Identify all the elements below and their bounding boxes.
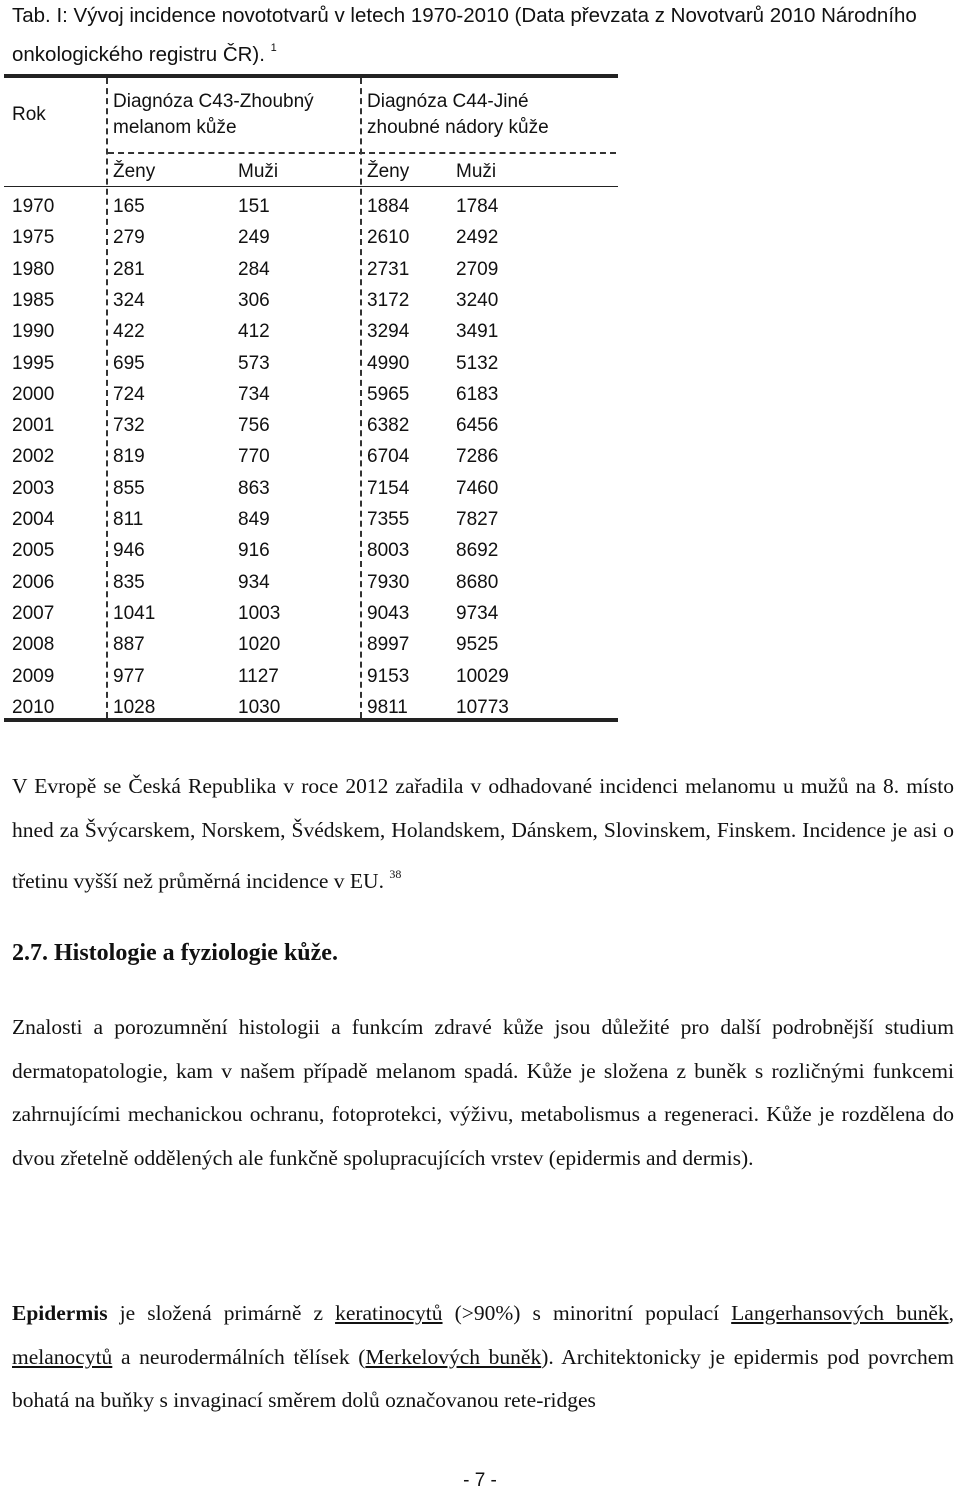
cell-c43-men: 863 <box>238 477 270 499</box>
citation-ref: 38 <box>389 867 402 881</box>
paragraph-incidence-europe-text: V Evropě se Česká Republika v roce 2012 zařadila v odhadované incidenci melanomu u mužů na 8. místo hned za Švýcarskem, Norskem, Švédskem, Holandskem, Dánskem, Slovinskem, Finskem. Incidence je asi o třetinu vyšší než průměrná incidence v EU. <box>12 774 954 893</box>
cell-year: 1980 <box>12 258 55 280</box>
cell-c44-men: 7460 <box>456 477 499 499</box>
header-c44-line1: Diagnóza C44-Jiné <box>367 91 529 112</box>
cell-c43-men: 151 <box>238 196 270 217</box>
cell-c43-women: 811 <box>113 509 144 530</box>
cell-year: 1975 <box>12 227 55 249</box>
cell-c44-men: 10773 <box>456 696 509 718</box>
cell-year: 2009 <box>12 665 55 687</box>
cell-c43-women: 281 <box>113 258 145 280</box>
cell-c43-women: 695 <box>113 352 145 374</box>
cell-c44-women: 4990 <box>367 352 410 374</box>
cell-year: 2003 <box>12 477 55 499</box>
cell-c43-women: 724 <box>113 383 145 405</box>
sub-header-women-c44: Ženy <box>367 161 410 182</box>
paragraph-incidence-europe <box>12 764 954 903</box>
cell-c44-men: 9525 <box>456 634 499 656</box>
cell-year: 2005 <box>12 540 55 562</box>
header-c43-line2: melanom kůže <box>113 117 237 138</box>
cell-c44-men: 10029 <box>456 665 509 687</box>
cell-c43-men: 284 <box>238 258 270 280</box>
cell-c44-men: 3240 <box>456 289 499 311</box>
cell-c44-women: 6704 <box>367 446 410 468</box>
cell-c43-men: 249 <box>238 227 270 249</box>
cell-c44-women: 9043 <box>367 602 410 624</box>
incidence-table <box>0 0 960 740</box>
cell-c43-men: 412 <box>238 321 270 343</box>
sub-header-men-c44: Muži <box>456 161 497 182</box>
cell-c44-men: 8692 <box>456 540 499 562</box>
cell-c43-women: 732 <box>113 415 145 437</box>
cell-c44-women: 1884 <box>367 196 410 217</box>
cell-c44-women: 6382 <box>367 415 410 437</box>
cell-c43-men: 306 <box>238 289 270 311</box>
header-year: Rok <box>12 104 46 125</box>
text-segment: ). Architektonicky je epidermis pod povrchem bohatá na buňky s invaginací směrem dolů označovanou rete-ridges <box>12 1344 954 1412</box>
text-segment: (>90%) s minoritní populací <box>442 1301 732 1325</box>
cell-c44-women: 2731 <box>367 258 410 280</box>
link-langerhans-cells[interactable]: Langerhansových buněk <box>731 1301 949 1325</box>
cell-c43-men: 734 <box>238 383 270 405</box>
cell-c44-men: 6456 <box>456 415 499 437</box>
cell-c44-women: 7154 <box>367 477 410 499</box>
table-bottom-rule <box>4 718 618 722</box>
cell-c43-women: 819 <box>113 446 145 468</box>
cell-year: 2002 <box>12 446 55 468</box>
cell-c43-women: 835 <box>113 571 145 593</box>
cell-year: 2000 <box>12 383 55 405</box>
cell-c44-men: 7827 <box>456 509 499 530</box>
cell-c43-men: 849 <box>238 509 270 530</box>
cell-year: 2010 <box>12 696 55 718</box>
cell-c43-women: 1028 <box>113 696 156 718</box>
header-c43-line1: Diagnóza C43-Zhoubný <box>113 91 314 112</box>
paragraph-epidermis <box>12 1292 954 1423</box>
paragraph-histology: Znalosti a porozumnění histologii a funkcím zdravé kůže jsou důležité pro další podrobnější studium dermatopatologie, kam v našem případě melanom spadá. Kůže je složena z buněk s rozličnými funkcemi zahrnujícími mechanickou ochranu, fotoprotekci, výživu, metabolismus a regeneraci. Kůže je rozdělena do dvou zřetelně oddělených ale funkčně spolupracujících vrstev (epidermis and dermis). <box>12 1015 954 1170</box>
header-dashed-rule <box>108 152 616 154</box>
cell-c43-women: 887 <box>113 634 145 656</box>
col-separator-2 <box>360 78 362 718</box>
cell-year: 1970 <box>12 196 55 217</box>
cell-c44-men: 8680 <box>456 571 499 593</box>
cell-c43-women: 946 <box>113 540 145 562</box>
col-separator-1 <box>106 78 108 718</box>
cell-c43-men: 1127 <box>238 665 279 687</box>
cell-c44-men: 2492 <box>456 227 499 249</box>
cell-c43-men: 1003 <box>238 602 281 624</box>
cell-c43-men: 1030 <box>238 696 281 718</box>
section-heading: 2.7. Histologie a fyziologie kůže. <box>12 940 338 966</box>
text-segment: a neurodermálních tělísek ( <box>112 1344 366 1369</box>
cell-c44-women: 7930 <box>367 571 410 593</box>
term-epidermis: Epidermis <box>12 1301 108 1325</box>
cell-c43-women: 977 <box>113 665 145 687</box>
cell-c44-women: 7355 <box>367 509 410 530</box>
link-keratinocytes[interactable]: keratinocytů <box>335 1301 443 1325</box>
cell-year: 2007 <box>12 602 55 624</box>
cell-year: 2006 <box>12 571 55 593</box>
cell-c43-men: 756 <box>238 415 270 437</box>
cell-c44-men: 5132 <box>456 352 499 374</box>
header-c44-line2: zhoubné nádory kůže <box>367 117 549 138</box>
table-top-rule <box>4 74 618 78</box>
cell-c43-women: 1041 <box>113 602 156 624</box>
cell-c44-men: 6183 <box>456 383 499 405</box>
cell-c44-men: 3491 <box>456 321 499 343</box>
link-melanocytes[interactable]: melanocytů <box>12 1344 113 1369</box>
cell-c44-women: 9153 <box>367 665 410 687</box>
cell-c44-women: 9811 <box>367 696 408 718</box>
cell-c44-women: 2610 <box>367 227 410 249</box>
cell-c44-women: 8003 <box>367 540 410 562</box>
cell-year: 1995 <box>12 352 55 374</box>
cell-c44-men: 2709 <box>456 258 499 280</box>
cell-c43-women: 855 <box>113 477 145 499</box>
footnote-ref: 1 <box>270 42 277 54</box>
cell-c44-women: 5965 <box>367 383 410 405</box>
cell-c44-men: 9734 <box>456 602 499 624</box>
cell-c43-men: 1020 <box>238 634 281 656</box>
cell-c43-men: 916 <box>238 540 270 562</box>
sub-header-men-c43: Muži <box>238 161 279 182</box>
text-segment: , <box>948 1301 954 1325</box>
cell-c43-men: 934 <box>238 571 270 593</box>
sub-header-women-c43: Ženy <box>113 161 156 182</box>
cell-year: 1990 <box>12 321 55 343</box>
cell-c43-women: 422 <box>113 321 145 343</box>
header-bottom-rule <box>4 186 618 187</box>
table-caption-text: Tab. I: Vývoj incidence novototvarů v letech 1970-2010 (Data převzata z Novotvarů 2010 Národního onkologického registru ČR). <box>12 4 917 66</box>
cell-c43-men: 573 <box>238 352 270 374</box>
cell-year: 2001 <box>12 415 55 437</box>
cell-c44-men: 1784 <box>456 196 499 217</box>
cell-c44-women: 8997 <box>367 634 410 656</box>
page-number: - 7 - <box>463 1470 497 1491</box>
cell-year: 2004 <box>12 509 55 530</box>
cell-c44-men: 7286 <box>456 446 499 468</box>
cell-year: 1985 <box>12 289 55 311</box>
cell-c44-women: 3172 <box>367 289 410 311</box>
cell-c43-men: 770 <box>238 446 270 468</box>
cell-c43-women: 165 <box>113 196 145 217</box>
cell-c44-women: 3294 <box>367 321 410 343</box>
text-segment: je složená primárně z <box>107 1301 336 1325</box>
cell-c43-women: 324 <box>113 289 145 311</box>
link-merkel-cells[interactable]: Merkelových buněk <box>365 1344 542 1369</box>
cell-c43-women: 279 <box>113 227 145 249</box>
cell-year: 2008 <box>12 634 55 656</box>
